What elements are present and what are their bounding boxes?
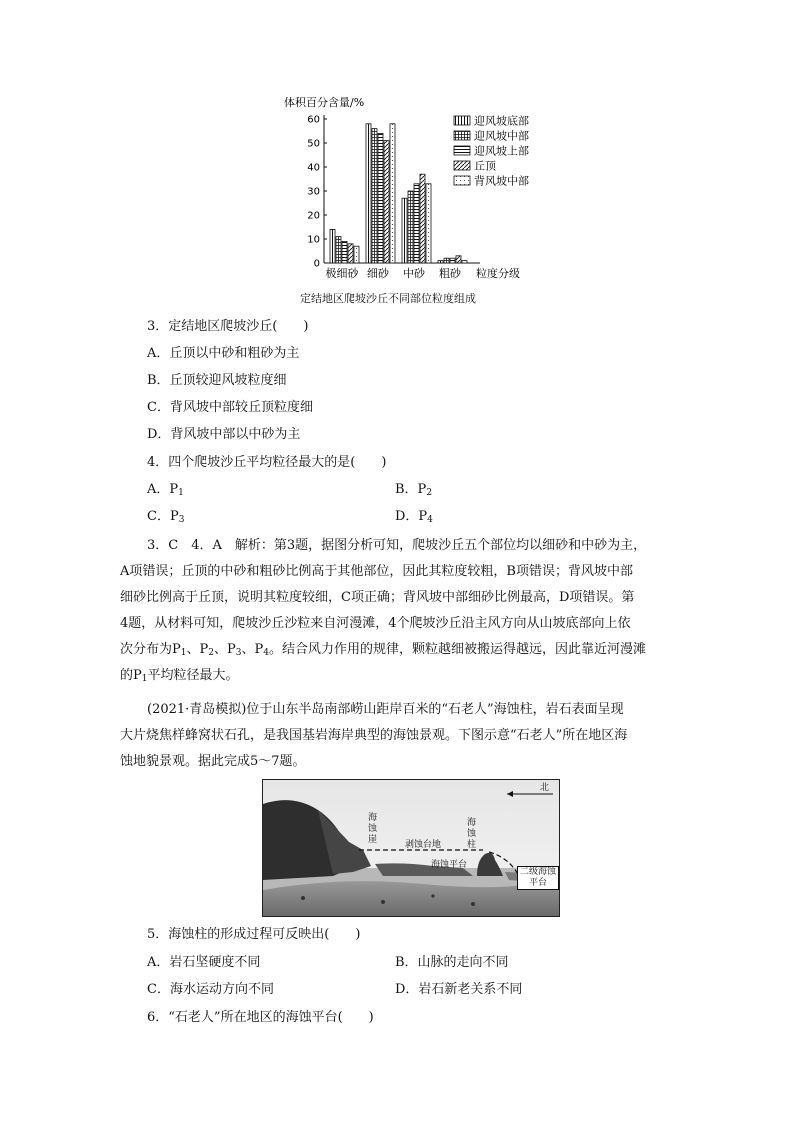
legend-label: 迎风坡中部 — [474, 129, 529, 143]
q4-option-a-sub: 1 — [178, 488, 184, 498]
north-label: 北 — [540, 783, 550, 793]
bar-3-2 — [408, 191, 413, 263]
x-axis-label: 粒度分级 — [476, 267, 520, 280]
material-line-3: 蚀地貌景观。据此完成5～7题。 — [120, 754, 306, 769]
bar-2-3 — [378, 133, 383, 263]
pillar-char-3: 柱 — [467, 840, 477, 850]
platform-label: 海蚀平台 — [431, 860, 468, 870]
answer-line-2: A项错误；丘顶的中砂和粗砂比例高于其他部位，因此其粒度较粗，B项错误；背风坡中部 — [120, 564, 633, 579]
cliff-label — [368, 813, 377, 846]
second-platform-label — [517, 866, 559, 890]
bar-3-1 — [402, 198, 407, 263]
q5-option-d[interactable]: D．岩石新老关系不同 — [395, 982, 523, 997]
pillar-label — [467, 818, 476, 851]
cliff-char-3: 崖 — [368, 835, 378, 845]
answer-line-5 — [120, 641, 646, 662]
y-tick-label: 30 — [307, 186, 320, 198]
legend-label: 迎风坡上部 — [474, 144, 529, 158]
q3-option-a[interactable]: A．丘顶以中砂和粗砂为主 — [147, 346, 300, 361]
bar-2-1 — [366, 124, 371, 263]
material-line-1: (2021·青岛模拟)位于山东半岛南部崂山距岸百米的“石老人”海蚀柱，岩石表面呈现 — [147, 702, 624, 717]
q4-option-c[interactable] — [147, 508, 184, 529]
second-platform-line-2: 平台 — [528, 878, 547, 888]
q4-option-d[interactable] — [395, 508, 433, 529]
bar-4-5 — [462, 261, 467, 263]
answer-line-6-b: 平均粒径最大。 — [147, 668, 239, 683]
q3-stem: 3．定结地区爬坡沙丘( ) — [147, 319, 309, 334]
q5-option-c[interactable]: C．海水运动方向不同 — [147, 982, 274, 997]
q4-option-c-text: C．P — [147, 509, 179, 524]
pillar-char-2: 蚀 — [467, 829, 477, 839]
answer-line-6 — [120, 667, 239, 688]
bar-2-4 — [384, 141, 389, 263]
legend-swatch — [454, 131, 470, 140]
q3-option-d[interactable]: D．背风坡中部以中砂为主 — [147, 427, 301, 442]
q4-option-b-text: B．P — [395, 482, 427, 497]
bar-3-4 — [420, 174, 425, 263]
cliff-char-2: 蚀 — [368, 824, 378, 834]
answer-line-5-d: 、P — [241, 642, 264, 657]
legend-swatch — [454, 161, 470, 170]
q4-option-b[interactable] — [395, 481, 432, 502]
answer-line-4: 4题，从材料可知，爬坡沙丘沙粒来自河漫滩，4个爬坡沙丘沿主风方向从山坡底部向上依 — [120, 616, 631, 631]
q4-option-d-text: D．P — [395, 509, 428, 524]
bar-3-3 — [414, 184, 419, 263]
x-tick-label: 粗砂 — [439, 267, 461, 280]
q5-option-a[interactable]: A．岩石坚硬度不同 — [147, 955, 261, 970]
x-tick-label: 极细砂 — [325, 267, 359, 280]
material-line-2: 大片烧焦样蜂窝状石孔，是我国基岩海岸典型的海蚀景观。下图示意“石老人”所在地区海 — [120, 728, 628, 743]
q4-option-a-text: A．P — [147, 482, 179, 497]
legend-label: 迎风坡底部 — [474, 114, 529, 128]
x-tick-label: 中砂 — [403, 267, 425, 280]
answer-line-5-a: 次分布为P — [120, 642, 181, 657]
bar-1-4 — [348, 244, 353, 263]
y-tick-label: 20 — [307, 210, 320, 222]
y-tick-label: 40 — [307, 162, 320, 174]
answer-line-5-e: 。结合风力作用的规律，颗粒越细被搬运得越远，因此靠近河漫滩 — [268, 642, 646, 657]
answer-line-5-c: 、P — [213, 642, 236, 657]
y-axis-label: 体积百分含量/% — [284, 96, 365, 109]
answer-line-1: 3．C 4．A 解析：第3题，据图分析可知，爬坡沙丘五个部位均以细砂和中砂为主， — [147, 538, 647, 553]
answer-sub-p1: 1 — [141, 674, 148, 684]
terrace-label: 剥蚀台地 — [405, 840, 442, 850]
q6-stem: 6．“石老人”所在地区的海蚀平台( ) — [147, 1010, 374, 1025]
legend-label: 丘顶 — [474, 159, 496, 173]
bar-1-3 — [342, 241, 347, 263]
answer-line-3: 细砂比例高于丘顶，说明其粒度较细，C项正确；背风坡中部细砂比例最高，D项错误。第 — [120, 590, 635, 605]
bar-2-2 — [372, 129, 377, 263]
q4-option-c-sub: 3 — [178, 515, 185, 525]
answer-line-6-a: 的P — [120, 668, 142, 683]
bar-4-4 — [456, 256, 461, 263]
chart-caption: 定结地区爬坡沙丘不同部位粒度组成 — [300, 292, 476, 305]
q5-stem: 5．海蚀柱的形成过程可反映出( ) — [147, 927, 361, 942]
bar-1-2 — [336, 237, 341, 263]
q4-option-d-sub: 4 — [427, 515, 433, 525]
legend-swatch — [454, 116, 470, 125]
q5-option-b[interactable]: B．山脉的走向不同 — [395, 955, 509, 970]
bar-2-5 — [390, 124, 395, 263]
legend-swatch — [454, 146, 470, 155]
bar-3-5 — [426, 184, 431, 263]
bar-1-5 — [354, 246, 359, 263]
second-platform-line-1: 二级海蚀 — [520, 867, 557, 877]
bar-4-2 — [444, 258, 449, 263]
pillar-char-1: 海 — [467, 818, 477, 828]
y-tick-label: 0 — [313, 258, 320, 270]
bar-1-1 — [330, 229, 335, 263]
answer-sub-2: 2 — [208, 648, 214, 658]
legend-swatch — [454, 176, 470, 185]
q4-option-b-sub: 2 — [426, 488, 433, 498]
x-tick-label: 细砂 — [367, 267, 389, 280]
grain-size-bar-chart — [280, 88, 540, 308]
legend-label: 背风坡中部 — [474, 174, 529, 188]
y-tick-label: 50 — [307, 138, 320, 150]
answer-sub-4: 4 — [263, 648, 269, 658]
q3-option-c[interactable]: C．背风坡中部较丘顶粒度细 — [147, 400, 313, 415]
sea-erosion-photo — [262, 779, 560, 917]
q4-stem: 4．四个爬坡沙丘平均粒径最大的是( ) — [147, 455, 387, 470]
q3-option-b[interactable]: B．丘顶较迎风坡粒度细 — [147, 373, 287, 388]
q4-option-a[interactable] — [147, 481, 184, 502]
y-tick-label: 10 — [307, 234, 320, 246]
bar-4-3 — [450, 258, 455, 263]
y-tick-label: 60 — [307, 114, 320, 126]
cliff-char-1: 海 — [368, 813, 378, 823]
answer-sub-3: 3 — [235, 648, 242, 658]
answer-line-5-b: 、P — [186, 642, 209, 657]
answer-sub-1: 1 — [180, 648, 187, 658]
bar-4-1 — [438, 261, 443, 263]
